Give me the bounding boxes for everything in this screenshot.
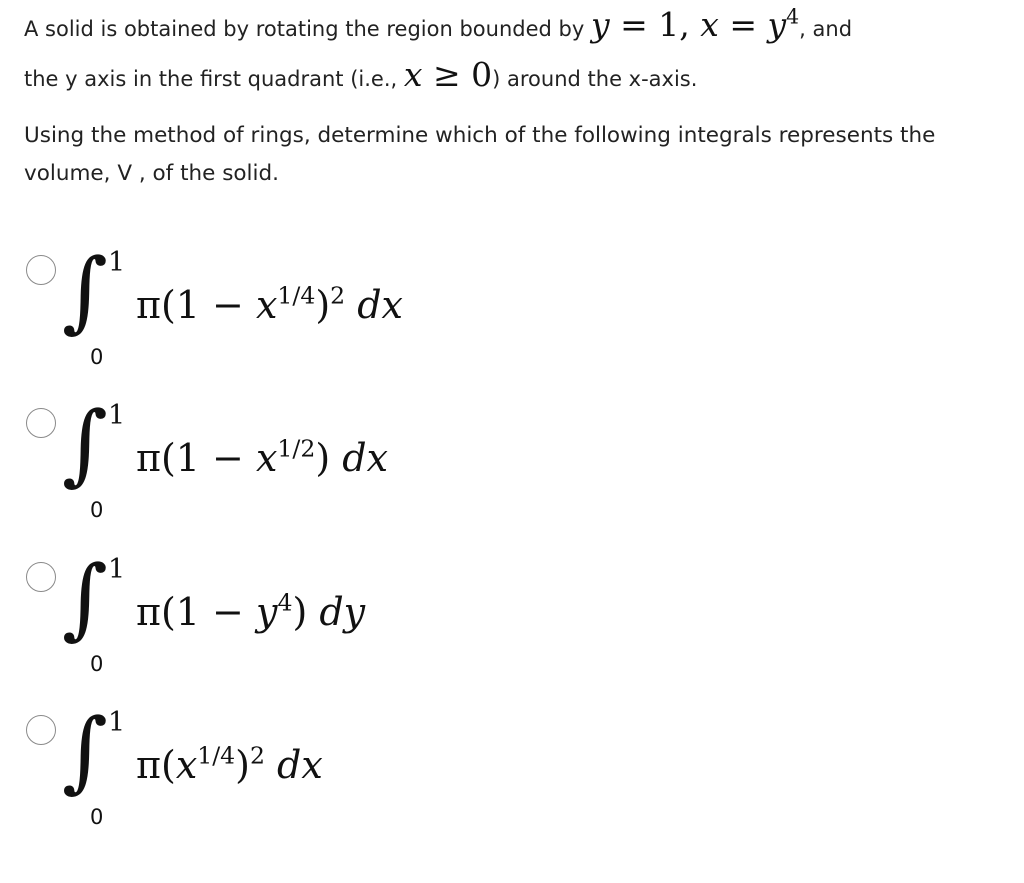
problem-statement-line-1: A solid is obtained by rotating the region bounded by y = 1, $x = y^4$, and [24, 4, 853, 44]
integral-sign-icon: ∫ [62, 392, 108, 495]
upper-limit: 1 [108, 707, 126, 738]
lower-limit: 0 [90, 498, 104, 522]
answer-choice-2[interactable] [24, 392, 624, 548]
integrand: $\pi(x^{1/4})^2$ dx [136, 741, 323, 787]
statement-text: A solid is obtained by rotating the region bounded by [24, 17, 591, 41]
upper-limit: 1 [108, 400, 126, 431]
equation-y-equals-1: y = 1, $x = y^4$ [590, 4, 800, 44]
integrand: $\pi(1 - y^4)$ dy [136, 588, 366, 634]
question-text: Using the method of rings, determine which of the following integrals represents the volume, V , of the solid. [24, 123, 936, 186]
answer-choice-3[interactable] [24, 546, 624, 702]
radio-button[interactable] [26, 255, 56, 285]
integral-sign-icon: ∫ [62, 699, 108, 802]
upper-limit: 1 [108, 247, 126, 278]
answer-choice-4[interactable] [24, 699, 624, 855]
integral-sign-icon: ∫ [62, 546, 108, 649]
integral-sign-icon: ∫ [62, 239, 108, 342]
integrand: $\pi(1 - x^{1/4})^2$ dx [136, 281, 403, 327]
answer-choice-1[interactable] [24, 239, 624, 395]
radio-button[interactable] [26, 715, 56, 745]
lower-limit: 0 [90, 805, 104, 829]
radio-button[interactable] [26, 562, 56, 592]
radio-button[interactable] [26, 408, 56, 438]
integrand: $\pi(1 - x^{1/2})$ dx [136, 434, 388, 480]
lower-limit: 0 [90, 345, 104, 369]
upper-limit: 1 [108, 554, 126, 585]
first-quadrant-condition: x ≥ 0 [403, 55, 493, 94]
lower-limit: 0 [90, 652, 104, 676]
problem-statement-line-2: the y axis in the first quadrant (i.e., x ≥ 0) around the x-axis. [24, 55, 698, 94]
